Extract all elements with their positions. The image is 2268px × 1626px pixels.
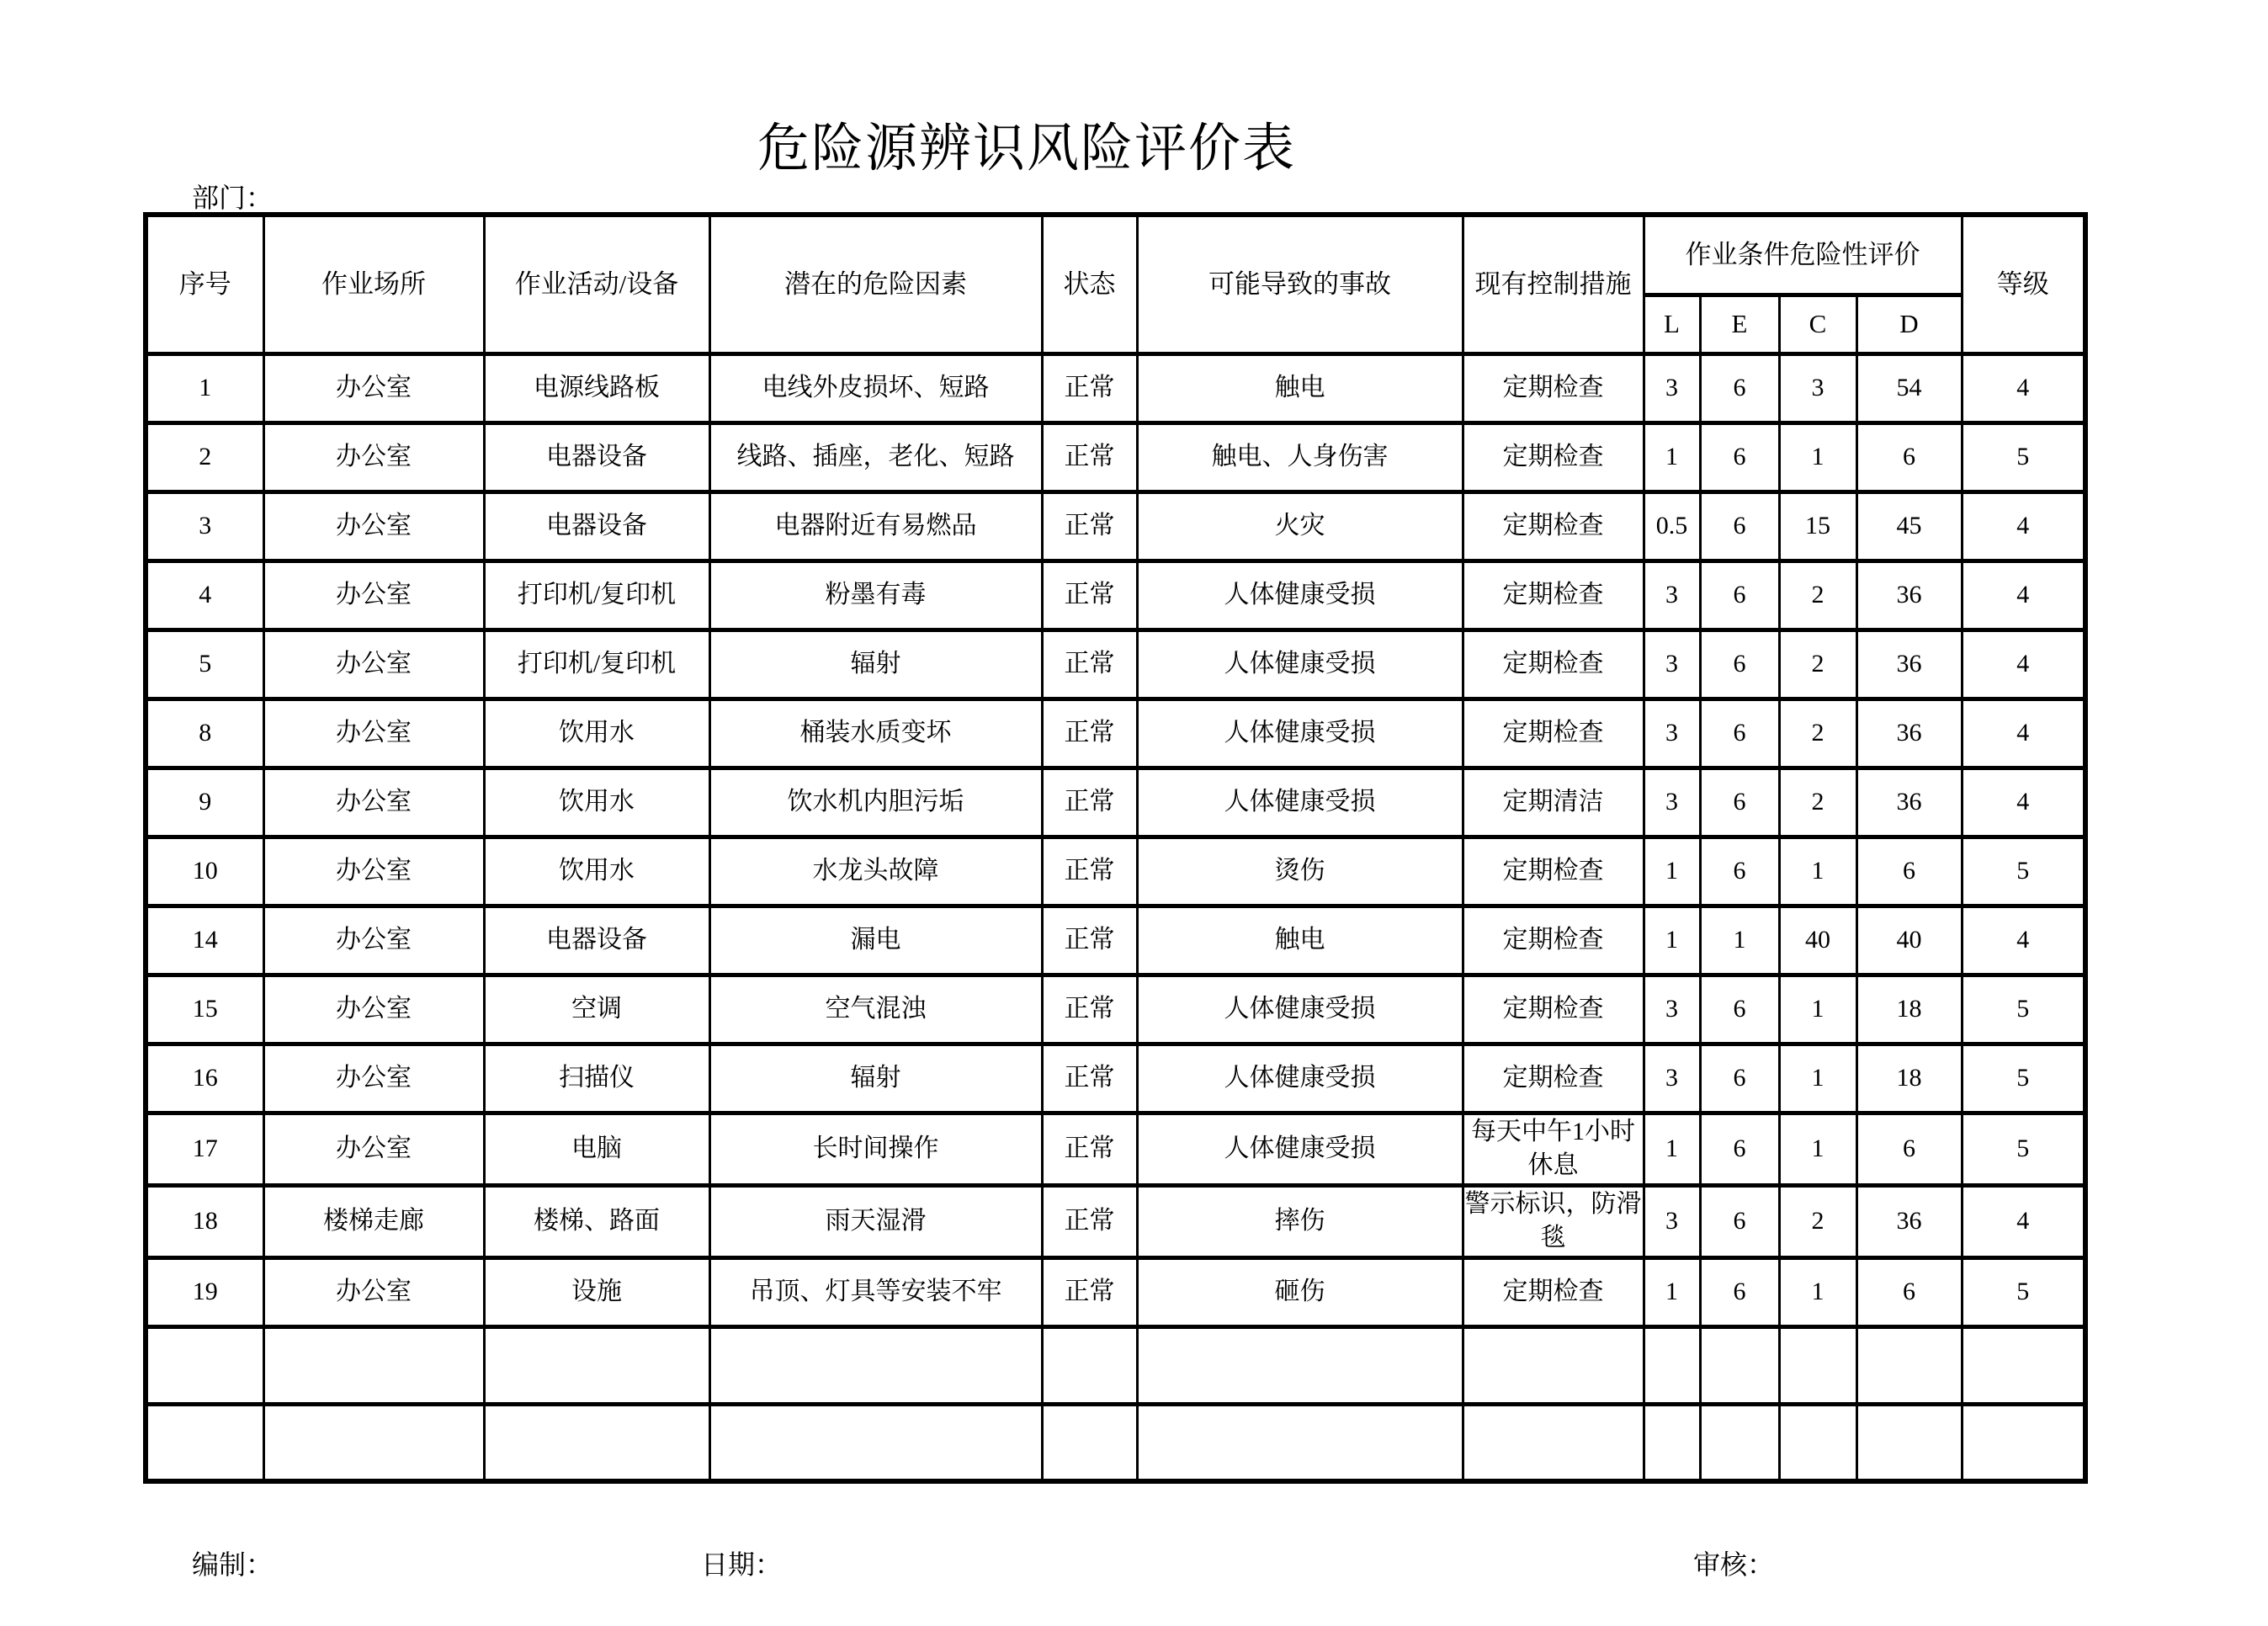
- cell-activity: 电器设备: [484, 492, 709, 561]
- cell-l: 1: [1644, 906, 1700, 975]
- cell-control: 定期检查: [1463, 630, 1644, 699]
- cell-hazard: 水龙头故障: [709, 837, 1042, 906]
- cell-grade: 4: [1962, 630, 2085, 699]
- cell-d: 18: [1856, 1044, 1962, 1113]
- cell-accident: 人体健康受损: [1137, 975, 1463, 1044]
- cell-workplace: 办公室: [263, 561, 484, 630]
- cell-l: 3: [1644, 1044, 1700, 1113]
- cell-activity: 电器设备: [484, 422, 709, 492]
- cell-e: 6: [1700, 975, 1779, 1044]
- cell-c: 2: [1779, 630, 1856, 699]
- empty-cell-no: [146, 1326, 263, 1404]
- cell-e: 6: [1700, 837, 1779, 906]
- cell-accident: 烫伤: [1137, 837, 1463, 906]
- cell-activity: 电源线路板: [484, 353, 709, 422]
- empty-cell-accident: [1137, 1404, 1463, 1481]
- cell-c: 2: [1779, 768, 1856, 837]
- cell-c: 1: [1779, 837, 1856, 906]
- cell-control: 定期检查: [1463, 699, 1644, 768]
- col-header-lec-group: 作业条件危险性评价: [1644, 215, 1962, 295]
- cell-d: 6: [1856, 837, 1962, 906]
- cell-no: 5: [146, 630, 263, 699]
- empty-cell-activity: [484, 1326, 709, 1404]
- cell-activity: 扫描仪: [484, 1044, 709, 1113]
- cell-status: 正常: [1042, 1113, 1137, 1185]
- department-label: 部门：: [192, 183, 274, 213]
- col-header-control: 现有控制措施: [1463, 215, 1644, 353]
- cell-hazard: 漏电: [709, 906, 1042, 975]
- cell-workplace: 办公室: [263, 492, 484, 561]
- cell-control: 定期检查: [1463, 1044, 1644, 1113]
- table-row: [146, 1185, 2085, 1257]
- cell-hazard: 辐射: [709, 1044, 1042, 1113]
- cell-activity: 打印机/复印机: [484, 561, 709, 630]
- empty-cell-grade: [1962, 1404, 2085, 1481]
- cell-e: 6: [1700, 1113, 1779, 1185]
- cell-workplace: 办公室: [263, 630, 484, 699]
- empty-cell-c: [1779, 1326, 1856, 1404]
- cell-e: 6: [1700, 1044, 1779, 1113]
- cell-d: 36: [1856, 699, 1962, 768]
- cell-grade: 4: [1962, 1185, 2085, 1257]
- cell-hazard: 吊顶、灯具等安装不牢: [709, 1257, 1042, 1326]
- cell-grade: 5: [1962, 422, 2085, 492]
- cell-l: 3: [1644, 630, 1700, 699]
- cell-e: 6: [1700, 492, 1779, 561]
- cell-no: 19: [146, 1257, 263, 1326]
- cell-c: 1: [1779, 422, 1856, 492]
- cell-grade: 4: [1962, 699, 2085, 768]
- cell-no: 16: [146, 1044, 263, 1113]
- cell-e: 6: [1700, 353, 1779, 422]
- col-header-c: C: [1779, 295, 1856, 353]
- cell-workplace: 办公室: [263, 837, 484, 906]
- col-header-d: D: [1856, 295, 1962, 353]
- cell-c: 1: [1779, 1044, 1856, 1113]
- cell-hazard: 线路、插座，老化、短路: [709, 422, 1042, 492]
- cell-no: 9: [146, 768, 263, 837]
- col-header-hazard: 潜在的危险因素: [709, 215, 1042, 353]
- cell-workplace: 办公室: [263, 975, 484, 1044]
- cell-control: 定期检查: [1463, 561, 1644, 630]
- cell-accident: 摔伤: [1137, 1185, 1463, 1257]
- empty-cell-status: [1042, 1404, 1137, 1481]
- page-title: 危险源辨识风险评价表: [757, 120, 1296, 178]
- cell-no: 1: [146, 353, 263, 422]
- cell-grade: 5: [1962, 1257, 2085, 1326]
- table-body: [146, 353, 2085, 1481]
- header-row-main: [146, 215, 2085, 295]
- cell-e: 6: [1700, 630, 1779, 699]
- empty-cell-d: [1856, 1404, 1962, 1481]
- cell-accident: 触电、人身伤害: [1137, 422, 1463, 492]
- cell-status: 正常: [1042, 1185, 1137, 1257]
- cell-status: 正常: [1042, 561, 1137, 630]
- cell-status: 正常: [1042, 699, 1137, 768]
- cell-status: 正常: [1042, 1044, 1137, 1113]
- cell-activity: 空调: [484, 975, 709, 1044]
- empty-cell-control: [1463, 1404, 1644, 1481]
- cell-control: 每天中午1小时休息: [1463, 1113, 1644, 1185]
- cell-l: 3: [1644, 1185, 1700, 1257]
- cell-c: 1: [1779, 1113, 1856, 1185]
- table-row: [146, 1113, 2085, 1185]
- cell-grade: 4: [1962, 768, 2085, 837]
- cell-status: 正常: [1042, 975, 1137, 1044]
- cell-hazard: 雨天湿滑: [709, 1185, 1042, 1257]
- cell-l: 3: [1644, 561, 1700, 630]
- cell-e: 1: [1700, 906, 1779, 975]
- cell-c: 15: [1779, 492, 1856, 561]
- cell-l: 3: [1644, 768, 1700, 837]
- empty-cell-e: [1700, 1404, 1779, 1481]
- cell-accident: 人体健康受损: [1137, 1044, 1463, 1113]
- cell-status: 正常: [1042, 1257, 1137, 1326]
- cell-workplace: 办公室: [263, 1257, 484, 1326]
- cell-no: 3: [146, 492, 263, 561]
- table-row: [146, 630, 2085, 699]
- cell-accident: 火灾: [1137, 492, 1463, 561]
- cell-accident: 触电: [1137, 906, 1463, 975]
- cell-grade: 4: [1962, 561, 2085, 630]
- table-row: [146, 699, 2085, 768]
- cell-d: 36: [1856, 561, 1962, 630]
- empty-cell-status: [1042, 1326, 1137, 1404]
- cell-grade: 5: [1962, 1113, 2085, 1185]
- cell-no: 4: [146, 561, 263, 630]
- cell-hazard: 长时间操作: [709, 1113, 1042, 1185]
- cell-no: 18: [146, 1185, 263, 1257]
- empty-cell-no: [146, 1404, 263, 1481]
- cell-grade: 5: [1962, 837, 2085, 906]
- cell-activity: 打印机/复印机: [484, 630, 709, 699]
- cell-grade: 5: [1962, 1044, 2085, 1113]
- cell-status: 正常: [1042, 422, 1137, 492]
- cell-control: 定期检查: [1463, 1257, 1644, 1326]
- empty-cell-accident: [1137, 1326, 1463, 1404]
- cell-c: 1: [1779, 1257, 1856, 1326]
- table-row: [146, 975, 2085, 1044]
- cell-l: 1: [1644, 1113, 1700, 1185]
- cell-e: 6: [1700, 699, 1779, 768]
- cell-hazard: 饮水机内胆污垢: [709, 768, 1042, 837]
- cell-activity: 楼梯、路面: [484, 1185, 709, 1257]
- empty-cell-workplace: [263, 1404, 484, 1481]
- cell-control: 警示标识，防滑毯: [1463, 1185, 1644, 1257]
- cell-c: 1: [1779, 975, 1856, 1044]
- cell-d: 36: [1856, 1185, 1962, 1257]
- cell-e: 6: [1700, 422, 1779, 492]
- cell-status: 正常: [1042, 906, 1137, 975]
- cell-status: 正常: [1042, 492, 1137, 561]
- col-header-activity: 作业活动/设备: [484, 215, 709, 353]
- empty-table-row: [146, 1404, 2085, 1481]
- cell-grade: 4: [1962, 906, 2085, 975]
- cell-grade: 4: [1962, 353, 2085, 422]
- cell-control: 定期检查: [1463, 492, 1644, 561]
- cell-l: 3: [1644, 975, 1700, 1044]
- cell-l: 3: [1644, 699, 1700, 768]
- empty-cell-grade: [1962, 1326, 2085, 1404]
- cell-control: 定期检查: [1463, 837, 1644, 906]
- cell-c: 2: [1779, 561, 1856, 630]
- table-row: [146, 1257, 2085, 1326]
- cell-status: 正常: [1042, 768, 1137, 837]
- col-header-status: 状态: [1042, 215, 1137, 353]
- cell-no: 10: [146, 837, 263, 906]
- cell-activity: 饮用水: [484, 768, 709, 837]
- col-header-accident: 可能导致的事故: [1137, 215, 1463, 353]
- cell-l: 0.5: [1644, 492, 1700, 561]
- empty-cell-hazard: [709, 1404, 1042, 1481]
- cell-l: 1: [1644, 1257, 1700, 1326]
- date-label: 日期：: [701, 1549, 783, 1580]
- cell-accident: 人体健康受损: [1137, 768, 1463, 837]
- cell-status: 正常: [1042, 630, 1137, 699]
- cell-l: 1: [1644, 422, 1700, 492]
- review-label: 审核：: [1693, 1549, 1775, 1580]
- cell-grade: 4: [1962, 492, 2085, 561]
- cell-control: 定期检查: [1463, 975, 1644, 1044]
- cell-activity: 电器设备: [484, 906, 709, 975]
- cell-workplace: 办公室: [263, 699, 484, 768]
- cell-e: 6: [1700, 768, 1779, 837]
- cell-e: 6: [1700, 561, 1779, 630]
- cell-no: 15: [146, 975, 263, 1044]
- cell-hazard: 辐射: [709, 630, 1042, 699]
- table-header: [146, 215, 2085, 353]
- empty-cell-d: [1856, 1326, 1962, 1404]
- risk-assessment-table: [143, 212, 2088, 1484]
- empty-cell-hazard: [709, 1326, 1042, 1404]
- empty-cell-workplace: [263, 1326, 484, 1404]
- cell-control: 定期清洁: [1463, 768, 1644, 837]
- cell-activity: 电脑: [484, 1113, 709, 1185]
- cell-no: 8: [146, 699, 263, 768]
- cell-activity: 饮用水: [484, 699, 709, 768]
- cell-accident: 砸伤: [1137, 1257, 1463, 1326]
- empty-cell-activity: [484, 1404, 709, 1481]
- empty-cell-c: [1779, 1404, 1856, 1481]
- cell-l: 1: [1644, 837, 1700, 906]
- cell-c: 3: [1779, 353, 1856, 422]
- cell-d: 36: [1856, 630, 1962, 699]
- cell-workplace: 楼梯走廊: [263, 1185, 484, 1257]
- table-row: [146, 768, 2085, 837]
- cell-d: 6: [1856, 1257, 1962, 1326]
- empty-table-row: [146, 1326, 2085, 1404]
- cell-accident: 触电: [1137, 353, 1463, 422]
- empty-cell-l: [1644, 1404, 1700, 1481]
- cell-grade: 5: [1962, 975, 2085, 1044]
- cell-l: 3: [1644, 353, 1700, 422]
- cell-hazard: 粉墨有毒: [709, 561, 1042, 630]
- cell-c: 2: [1779, 1185, 1856, 1257]
- cell-control: 定期检查: [1463, 353, 1644, 422]
- cell-d: 54: [1856, 353, 1962, 422]
- cell-e: 6: [1700, 1185, 1779, 1257]
- table-row: [146, 837, 2085, 906]
- col-header-l: L: [1644, 295, 1700, 353]
- cell-accident: 人体健康受损: [1137, 1113, 1463, 1185]
- table-row: [146, 422, 2085, 492]
- cell-d: 36: [1856, 768, 1962, 837]
- table-row: [146, 561, 2085, 630]
- table-row: [146, 492, 2085, 561]
- cell-no: 2: [146, 422, 263, 492]
- cell-workplace: 办公室: [263, 353, 484, 422]
- cell-hazard: 电器附近有易燃品: [709, 492, 1042, 561]
- table-row: [146, 1044, 2085, 1113]
- cell-d: 18: [1856, 975, 1962, 1044]
- cell-control: 定期检查: [1463, 422, 1644, 492]
- cell-hazard: 空气混浊: [709, 975, 1042, 1044]
- empty-cell-e: [1700, 1326, 1779, 1404]
- cell-status: 正常: [1042, 837, 1137, 906]
- table-row: [146, 353, 2085, 422]
- cell-hazard: 电线外皮损坏、短路: [709, 353, 1042, 422]
- cell-workplace: 办公室: [263, 1044, 484, 1113]
- cell-status: 正常: [1042, 353, 1137, 422]
- cell-accident: 人体健康受损: [1137, 699, 1463, 768]
- cell-activity: 设施: [484, 1257, 709, 1326]
- col-header-no: 序号: [146, 215, 263, 353]
- empty-cell-l: [1644, 1326, 1700, 1404]
- col-header-grade: 等级: [1962, 215, 2085, 353]
- prepared-by-label: 编制：: [192, 1549, 274, 1580]
- col-header-workplace: 作业场所: [263, 215, 484, 353]
- empty-cell-control: [1463, 1326, 1644, 1404]
- cell-e: 6: [1700, 1257, 1779, 1326]
- cell-d: 6: [1856, 1113, 1962, 1185]
- cell-control: 定期检查: [1463, 906, 1644, 975]
- cell-no: 14: [146, 906, 263, 975]
- cell-d: 45: [1856, 492, 1962, 561]
- cell-workplace: 办公室: [263, 768, 484, 837]
- cell-workplace: 办公室: [263, 906, 484, 975]
- table-row: [146, 906, 2085, 975]
- cell-hazard: 桶装水质变坏: [709, 699, 1042, 768]
- cell-workplace: 办公室: [263, 422, 484, 492]
- cell-d: 40: [1856, 906, 1962, 975]
- cell-activity: 饮用水: [484, 837, 709, 906]
- cell-d: 6: [1856, 422, 1962, 492]
- cell-no: 17: [146, 1113, 263, 1185]
- cell-accident: 人体健康受损: [1137, 561, 1463, 630]
- cell-workplace: 办公室: [263, 1113, 484, 1185]
- cell-accident: 人体健康受损: [1137, 630, 1463, 699]
- col-header-e: E: [1700, 295, 1779, 353]
- cell-c: 40: [1779, 906, 1856, 975]
- cell-c: 2: [1779, 699, 1856, 768]
